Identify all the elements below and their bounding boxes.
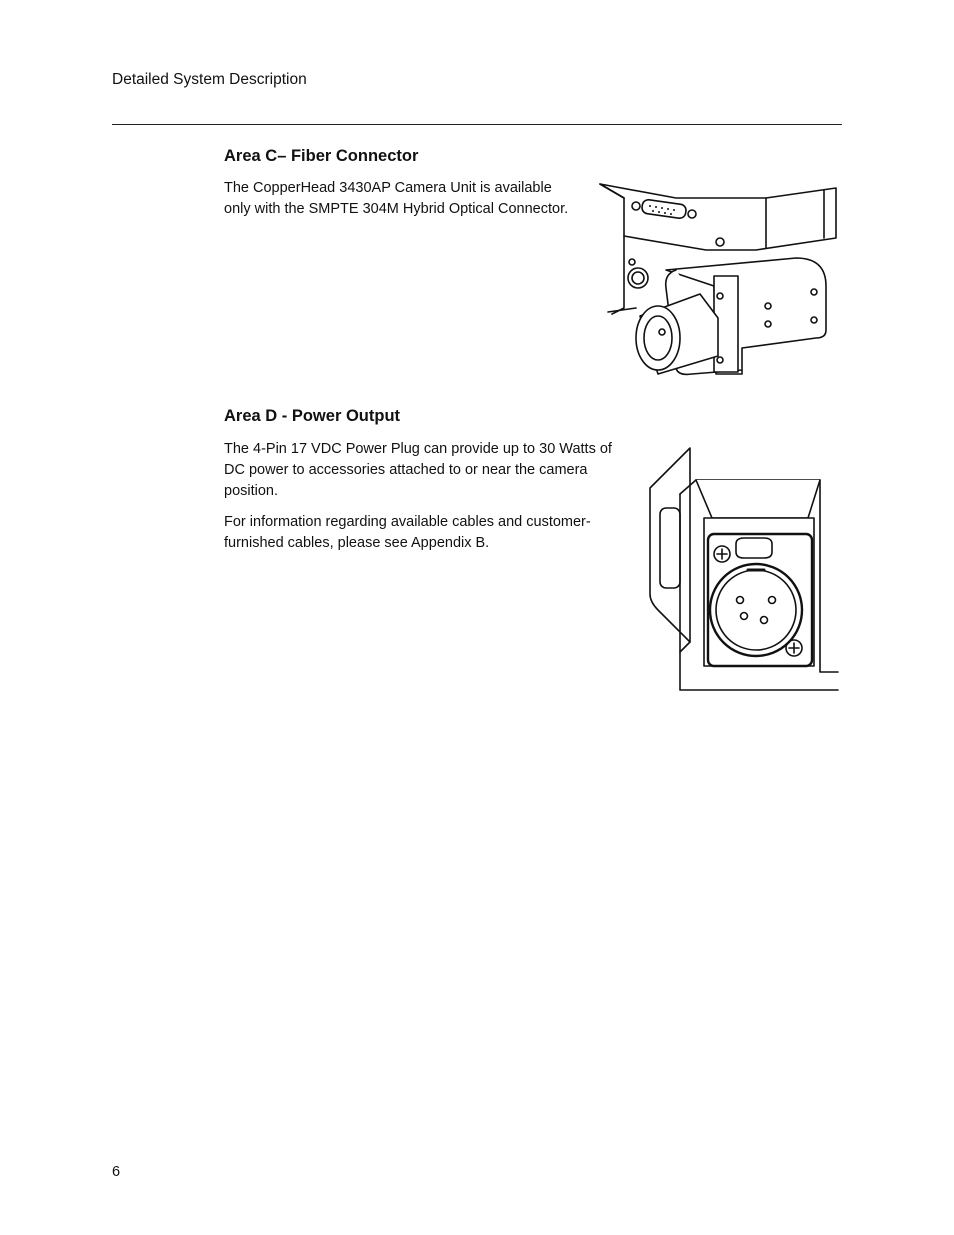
section-heading-area-c: Area C– Fiber Connector — [224, 147, 419, 165]
page-number: 6 — [112, 1164, 121, 1180]
text-line: For information regarding available cables and customer- — [224, 514, 591, 530]
power-connector-illustration — [646, 446, 842, 694]
text-line: furnished cables, please see Appendix B. — [224, 535, 490, 551]
section-c-paragraph — [224, 178, 568, 220]
text-line: The 4-Pin 17 VDC Power Plug can provide up to 30 Watts of — [224, 441, 612, 457]
text-line: DC power to accessories attached to or near the camera — [224, 462, 588, 478]
section-d-paragraph-1 — [224, 439, 612, 502]
fiber-connector-illustration — [596, 178, 842, 378]
running-header: Detailed System Description — [112, 71, 307, 88]
header-rule — [112, 124, 842, 125]
text-line: only with the SMPTE 304M Hybrid Optical Connector. — [224, 201, 569, 217]
section-d-paragraph-2 — [224, 512, 591, 554]
text-line: The CopperHead 3430AP Camera Unit is available — [224, 180, 552, 196]
section-heading-area-d: Area D - Power Output — [224, 407, 401, 425]
text-line: position. — [224, 483, 279, 499]
